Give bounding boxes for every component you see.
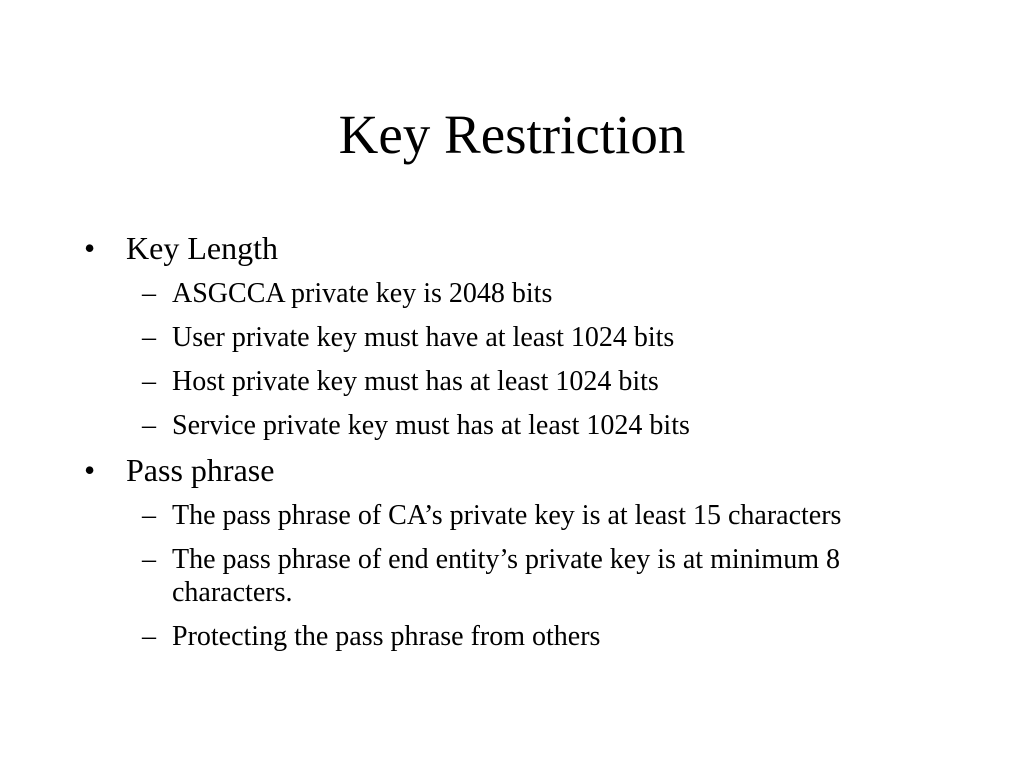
sub-bullet-text: The pass phrase of end entity’s private key is at minimum 8 characters. xyxy=(172,544,840,608)
bullet-heading: Pass phrase xyxy=(126,452,275,488)
bullet-glyph: • xyxy=(84,230,96,266)
sub-bullet-text: The pass phrase of CA’s private key is at least 15 characters xyxy=(172,500,842,531)
bullet-pass-phrase xyxy=(84,448,964,492)
slide-content xyxy=(84,226,964,653)
dash-glyph: – xyxy=(142,544,156,575)
dash-glyph: – xyxy=(142,410,156,441)
sub-bullet-text: Host private key must has at least 1024 bits xyxy=(172,366,659,397)
sub-bullet xyxy=(142,620,964,653)
sub-bullet xyxy=(142,499,964,532)
sub-bullet xyxy=(142,543,964,609)
dash-glyph: – xyxy=(142,278,156,309)
bullet-heading: Key Length xyxy=(126,230,278,266)
sub-bullet xyxy=(142,321,964,354)
sub-bullet-text: User private key must have at least 1024 bits xyxy=(172,322,675,353)
slide-title: Key Restriction xyxy=(338,104,686,165)
sub-bullet-text: Service private key must has at least 1024 bits xyxy=(172,410,690,441)
bullet-key-length xyxy=(84,226,964,270)
sub-bullet xyxy=(142,277,964,310)
sub-bullet xyxy=(142,365,964,398)
dash-glyph: – xyxy=(142,366,156,397)
dash-glyph: – xyxy=(142,322,156,353)
dash-glyph: – xyxy=(142,621,156,652)
sub-bullet-text: Protecting the pass phrase from others xyxy=(172,621,601,652)
dash-glyph: – xyxy=(142,500,156,531)
sub-bullet xyxy=(142,409,964,442)
bullet-glyph: • xyxy=(84,452,96,488)
sub-bullet-text: ASGCCA private key is 2048 bits xyxy=(172,278,553,309)
